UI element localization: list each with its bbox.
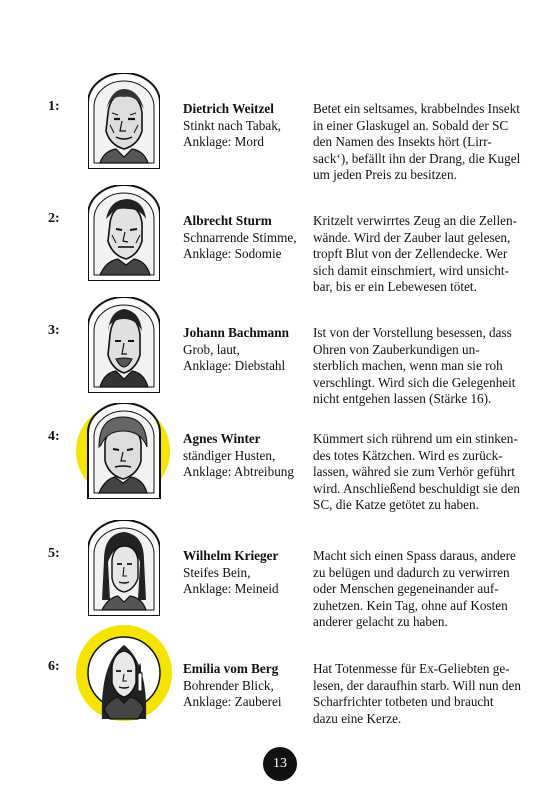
description-line: Betet ein seltsames, krabbelndes Insekt [313,101,520,116]
portrait-albrecht-sturm [88,185,160,281]
character-info [183,661,308,711]
description-line: lesen, der daraufhin starb. Will nun den [313,677,521,693]
character-charge: Anklage: Sodomie [183,246,282,261]
description-line: Macht sich einen Spass daraus, andere [313,548,516,563]
character-charge: Anklage: Zauberei [183,694,282,709]
character-trait: Stinkt nach Tabak, [183,117,282,133]
portrait-dietrich-weitzel [88,73,160,169]
character-info [183,325,308,375]
character-description [313,431,518,514]
entry-number: 3: [48,323,60,338]
portrait-wilhelm-krieger [88,520,160,616]
character-name: Agnes Winter [183,431,261,446]
description-line: sich damit einschmiert, wird unsicht- [313,262,509,278]
character-info [183,431,308,481]
page-number: 13 [263,747,297,781]
description-line: nicht entgehen lassen (Stärke 16). [313,391,492,406]
character-trait: ständiger Husten, [183,447,276,463]
portrait-johann-bachmann [88,297,160,393]
character-trait: Bohrender Blick, [183,677,274,693]
character-charge: Anklage: Diebstahl [183,358,286,373]
character-description [313,325,518,408]
description-line: SC, die Katze getötet zu haben. [313,497,479,512]
description-line: anderer gelacht zu haben. [313,614,448,629]
character-charge: Anklage: Mord [183,134,264,149]
character-description [313,213,518,296]
entry-3 [0,297,559,406]
character-name: Johann Bachmann [183,325,289,340]
description-line: Scharfrichter totbeten und braucht [313,694,494,709]
character-name: Dietrich Weitzel [183,101,274,116]
description-line: Kritzelt verwirrtes Zeug an die Zellen- [313,213,517,228]
description-line: verschlingt. Wird sich die Gelegenheit [313,374,516,390]
description-line: zuhetzen. Kein Tag, ohne auf Kosten [313,597,508,613]
description-line: Ist von der Vorstellung besessen, dass [313,325,512,340]
portrait-emilia-vom-berg [74,623,174,723]
entry-5 [0,520,559,629]
description-line: in einer Glaskugel an. Sobald der SC [313,117,509,133]
description-line: den Namen des Insekts hört (Lirr- [313,134,492,149]
character-info [183,101,308,151]
character-trait: Schnarrende Stimme, [183,229,297,245]
description-line: um jeden Preis zu besitzen. [313,167,457,182]
character-name: Albrecht Sturm [183,213,272,228]
description-line: wird. Anschließend beschuldigt sie den [313,480,520,496]
character-name: Emilia vom Berg [183,661,279,676]
description-line: tropft Blut von der Zellendecke. Wer [313,246,508,261]
description-line: oder Menschen gegeneinander auf- [313,581,499,596]
description-line: zu belügen und dadurch zu verwirren [313,564,510,580]
character-charge: Anklage: Meineid [183,581,279,596]
description-line: wände. Wird der Zauber laut gelesen, [313,229,511,245]
entry-number: 4: [48,429,60,444]
entry-number: 6: [48,659,60,674]
description-line: bar, bis er ein Lebewesen tötet. [313,279,477,294]
description-line: Kümmert sich rührend um ein stinken- [313,431,518,446]
character-info [183,548,308,598]
entry-number: 2: [48,211,60,226]
portrait-agnes-winter [75,403,175,499]
character-info [183,213,308,263]
character-trait: Steifes Bein, [183,564,251,580]
entry-2 [0,185,559,294]
character-description [313,661,521,727]
character-description [313,548,518,631]
description-line: des totes Kätzchen. Wird es zurück- [313,447,503,463]
description-line: sterblich machen, wenn man sie roh [313,358,503,373]
entry-6 [0,633,559,737]
description-line: Hat Totenmesse für Ex-Geliebten ge- [313,661,510,676]
entry-4 [0,403,559,512]
character-charge: Anklage: Abtreibung [183,464,294,479]
character-description [313,101,521,184]
entry-number: 1: [48,99,60,114]
description-line: sack‘), befällt ihn der Drang, die Kugel [313,150,521,166]
entry-number: 5: [48,546,60,561]
entry-1 [0,73,559,182]
description-line: Ohren von Zauberkundigen un- [313,341,480,357]
character-name: Wilhelm Krieger [183,548,279,563]
character-trait: Grob, laut, [183,341,240,357]
description-line: lassen, währed sie zum Verhör geführt [313,464,515,479]
description-line: dazu eine Kerze. [313,710,402,726]
